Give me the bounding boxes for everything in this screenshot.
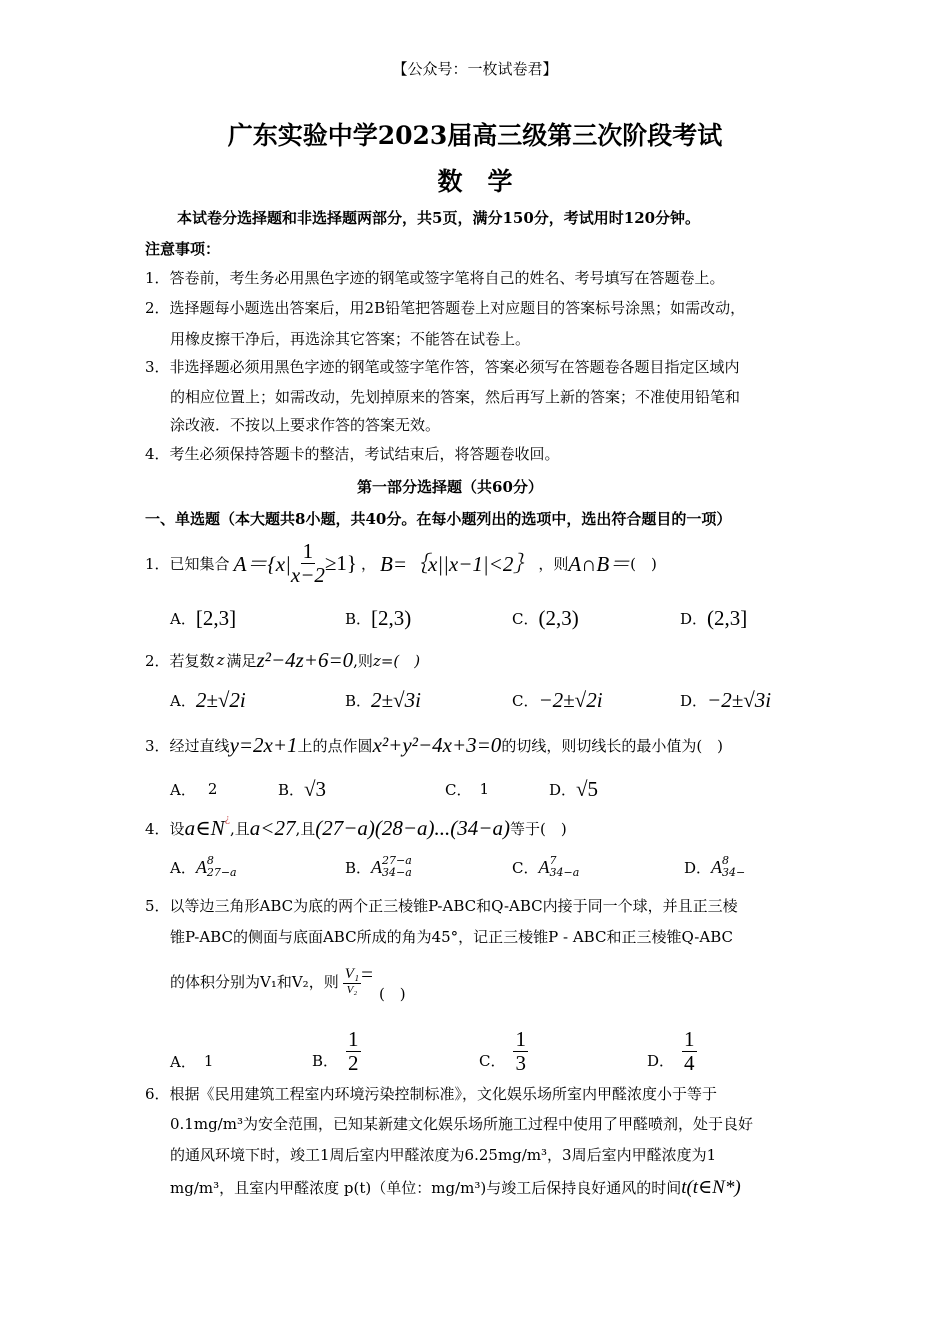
q4-option-a-scripts: [207, 855, 237, 878]
q2-option-b: [345, 686, 421, 714]
q3-option-a-math: 2: [207, 780, 218, 798]
notice-title: 注意事项：: [145, 240, 221, 258]
q4-option-d-sup: 8: [722, 854, 730, 868]
q3-number: 3．: [145, 736, 170, 755]
question-3: [145, 731, 723, 759]
q3-option-d-math: √5: [576, 776, 599, 801]
q2-var: z: [216, 651, 225, 669]
q4-option-d: [684, 852, 745, 882]
q4-product: (27−a)(28−a)...(34−a): [315, 815, 510, 840]
q5-option-c: [479, 1018, 528, 1074]
q5-ratio: [343, 967, 361, 996]
subject-title: 数 学: [437, 167, 513, 196]
q5-option-c-num: 1: [515, 1027, 526, 1051]
q4-option-b-sub: 34−a: [382, 866, 412, 879]
q6-line-4-text: mg/m³，且室内甲醛浓度 p(t)（单位：mg/m³)与竣工后保持良好通风的时间: [170, 1178, 682, 1197]
q4-option-c-scripts: [549, 855, 579, 878]
q4-option-d-label: D．: [684, 858, 712, 877]
q6-line-4: [170, 1172, 741, 1202]
notice-3-cont2: 涂改液．不按以上要求作答的答案无效。: [170, 416, 441, 434]
question-4: [145, 814, 567, 842]
question-6: [145, 1083, 717, 1104]
q5-line-2: 锥P-ABC的侧面与底面ABC所成的角为45°，记正三棱锥P - ABC和正三棱锥Q-ABC: [170, 928, 733, 946]
q5-option-b-label: B．: [312, 1052, 339, 1070]
section-title: 一、单选题（本大题共8小题，共40分。在每小题列出的选项中，选出符合题目的一项）: [145, 510, 732, 528]
q4-cond1-mark: ¿: [224, 814, 230, 825]
q5-bracket: ( ): [378, 985, 406, 1003]
q1-option-d-math: (2,3]: [707, 605, 748, 630]
q1-sep: ，: [361, 554, 377, 573]
q4-option-b-base: A: [371, 856, 383, 877]
q1-bracket: ( ): [630, 554, 657, 573]
q2-option-d-label: D．: [680, 691, 708, 710]
q3-option-b-label: B．: [278, 780, 305, 799]
q5-option-d-label: D．: [647, 1052, 675, 1070]
q1-expr: A∩B＝: [568, 552, 631, 576]
q5-option-c-label: C．: [479, 1052, 506, 1070]
q3-option-c-math: 1: [479, 780, 490, 798]
q5-option-c-frac: [513, 1029, 528, 1074]
q2-option-d: [680, 686, 771, 714]
q3-circle: x²+y²−4x+3=0: [372, 732, 502, 757]
q2-option-a: [170, 686, 246, 714]
q6-line-3: 的通风环境下时，竣工1周后室内甲醛浓度为6.25mg/m³，3周后室内甲醛浓度为1: [170, 1146, 717, 1164]
q4-option-d-base: A: [711, 856, 723, 877]
q5-option-d-frac: [682, 1029, 697, 1074]
q3-option-c-label: C．: [445, 780, 472, 799]
q1-option-b-label: B．: [345, 609, 372, 628]
question-1: [145, 538, 657, 588]
q4-option-b: [345, 852, 412, 882]
q1-pre: 已知集合: [169, 554, 230, 573]
q2-pre: 若复数: [169, 651, 215, 670]
q4-cond1: a∈N: [184, 815, 225, 840]
q1-option-a-math: [2,3]: [195, 605, 237, 630]
q5-number: 5．: [145, 897, 170, 915]
q6-line-1: 根据《民用建筑工程室内环境污染控制标准》，文化娱乐场所室内甲醛浓度小于等于: [169, 1085, 718, 1103]
q5-option-a-label: A．: [170, 1052, 196, 1071]
q2-equation: z²−4z+6=0: [256, 647, 354, 672]
q4-cond2: a<27: [249, 815, 296, 840]
q5-option-d: [647, 1018, 697, 1074]
q5-option-b: [312, 1018, 361, 1074]
q1-option-a: [170, 604, 236, 632]
q3-option-b: [278, 775, 326, 803]
q1-fraction: [290, 538, 325, 587]
q1-number: 1．: [145, 554, 170, 573]
q2-option-d-math: −2±√3i: [707, 687, 772, 712]
q3-pre: 经过直线: [169, 736, 230, 755]
q3-option-d-label: D．: [549, 780, 577, 799]
q5-option-b-num: 1: [348, 1027, 359, 1051]
q6-line-4-math: t(t∈N*): [681, 1176, 741, 1198]
q5-option-d-num: 1: [684, 1027, 695, 1051]
q2-option-c-label: C．: [512, 691, 539, 710]
q6-number: 6．: [145, 1085, 170, 1103]
q1-option-c-label: C．: [512, 609, 539, 628]
q2-option-c-math: −2±√2i: [538, 687, 603, 712]
q5-option-b-frac: [346, 1029, 361, 1074]
q6-line-2: 0.1mg/m³为安全范围，已知某新建文化娱乐场所施工过程中使用了甲醛喷剂，处于良好: [170, 1115, 753, 1133]
q5-ratio-num: V₁: [344, 965, 360, 982]
q3-mid: 上的点作圆: [297, 736, 373, 755]
notice-2-cont: 用橡皮擦干净后，再选涂其它答案；不能答在试卷上。: [170, 330, 531, 348]
q4-option-d-sub: 34−: [722, 866, 746, 879]
q3-option-d: [549, 775, 598, 803]
q2-post: ,则: [353, 651, 373, 670]
q4-mid2: ,且: [295, 819, 316, 838]
q5-option-b-den: 2: [348, 1051, 359, 1075]
notice-2: 2．选择题每小题选出答案后，用2B铅笔把答题卷上对应题目的答案标号涂黑；如需改动，: [145, 299, 746, 317]
notice-1: 1．答卷前，考生务必用黑色字迹的钢笔或签字笔将自己的姓名、考号填写在答题卷上。: [145, 269, 725, 287]
q5-ratio-eq: =: [361, 962, 373, 986]
q3-line: y=2x+1: [229, 732, 298, 757]
q1-set-a-rhs: ≥1}: [324, 550, 357, 575]
q4-option-c-base: A: [538, 856, 550, 877]
q5-line-3-text: 的体积分别为V₁和V₂，则: [170, 972, 339, 991]
q1-option-c-math: (2,3): [538, 605, 579, 630]
q4-option-c-label: C．: [512, 858, 539, 877]
q2-option-a-math: 2±√2i: [195, 687, 246, 712]
q1-option-b-math: [2,3): [371, 605, 412, 630]
page-title: 广东实验中学2023届高三级第三次阶段考试: [227, 121, 723, 150]
q3-option-a: [170, 775, 217, 803]
q4-post: 等于( ): [509, 819, 567, 838]
q2-option-b-label: B．: [345, 691, 372, 710]
q2-post2: z=( ): [372, 651, 421, 670]
q2-option-b-math: 2±√3i: [371, 687, 421, 712]
q4-option-d-scripts: [722, 855, 745, 878]
q4-option-c-sup: 7: [549, 854, 557, 868]
q4-option-a-sub: 27−a: [206, 866, 237, 879]
q5-option-a: [170, 1046, 213, 1076]
q2-number: 2．: [145, 651, 170, 670]
q1-set-a-lhs: A＝{x|: [233, 552, 291, 576]
header-tag: 【公众号：一枚试卷君】: [392, 60, 558, 78]
q4-option-c-sub: 34−a: [549, 866, 580, 879]
q1-frac-num: 1: [302, 538, 314, 563]
q1-set-b: B=｛x||x−1|<2｝: [380, 552, 535, 576]
q2-mid: 满足: [226, 651, 257, 670]
q5-line-3: [170, 956, 406, 1006]
q5-option-a-num: 1: [203, 1052, 214, 1070]
q3-post: 的切线，则切线长的最小值为( ): [501, 736, 724, 755]
q1-option-d-label: D．: [680, 609, 708, 628]
question-2: [145, 646, 420, 674]
q1-option-a-label: A．: [170, 609, 196, 628]
q4-option-a: [170, 852, 237, 882]
q4-option-b-sup: 27−a: [382, 854, 412, 868]
intro-text: 本试卷分选择题和非选择题两部分，共5页，满分150分，考试用时120分钟。: [177, 209, 701, 227]
question-5: [145, 895, 738, 916]
q4-option-b-scripts: [382, 855, 412, 878]
q4-option-a-sup: 8: [206, 854, 214, 868]
q4-mid1: ,且: [230, 819, 250, 838]
q1-option-c: [512, 604, 579, 632]
q4-option-c: [512, 852, 579, 882]
notice-3: 3．非选择题必须用黑色字迹的钢笔或签字笔作答，答案必须写在答题卷各题目指定区域内: [145, 358, 740, 376]
q2-option-a-label: A．: [170, 691, 196, 710]
q3-option-a-label: A．: [170, 780, 196, 799]
q1-frac-den: x−2: [290, 562, 325, 587]
q2-option-c: [512, 686, 603, 714]
q5-ratio-den: V₂: [346, 983, 358, 996]
q5-option-d-den: 4: [684, 1051, 695, 1075]
q4-pre: 设: [169, 819, 185, 838]
q4-option-a-label: A．: [170, 858, 196, 877]
q5-option-c-den: 3: [515, 1051, 526, 1075]
q1-mid: ，则: [538, 554, 569, 573]
q4-option-b-label: B．: [345, 858, 372, 877]
q1-option-d: [680, 604, 747, 632]
q5-line-1: 以等边三角形ABC为底的两个正三棱锥P-ABC和Q-ABC内接于同一个球，并且正三棱: [169, 897, 738, 915]
notice-3-cont: 的相应位置上；如需改动，先划掉原来的答案，然后再写上新的答案；不准使用铅笔和: [170, 388, 741, 406]
q4-option-a-base: A: [195, 856, 207, 877]
q3-option-c: [445, 775, 489, 803]
q4-number: 4．: [145, 819, 170, 838]
part-title: 第一部分选择题（共60分）: [357, 478, 543, 496]
q3-option-b-math: √3: [304, 776, 327, 801]
notice-4: 4．考生必须保持答题卡的整洁，考试结束后，将答题卷收回。: [145, 445, 560, 463]
q1-option-b: [345, 604, 411, 632]
